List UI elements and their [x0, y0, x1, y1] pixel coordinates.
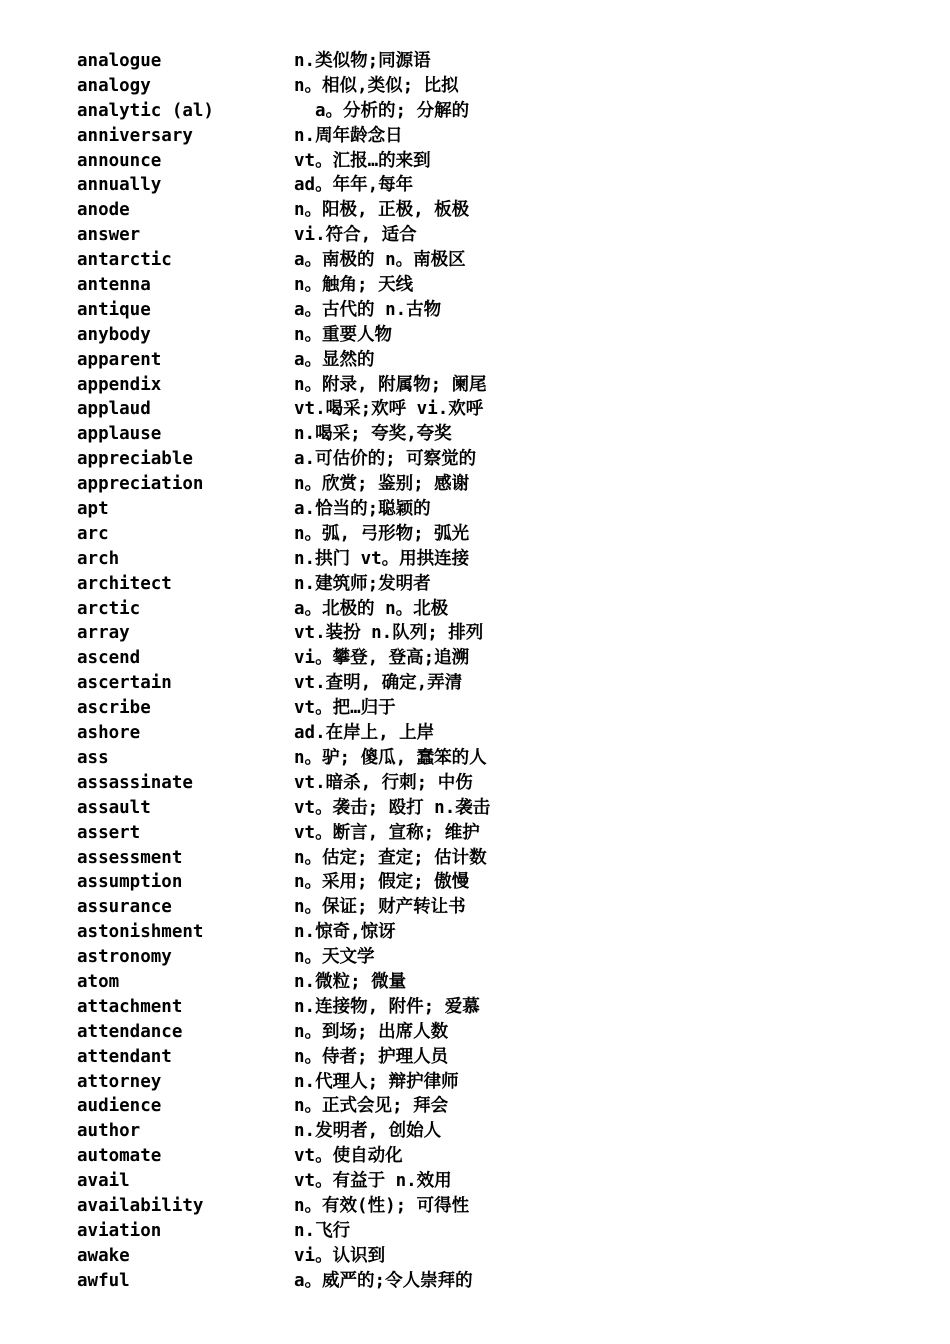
entry-word: appendix [77, 374, 162, 395]
entry-definition: a。南极的 n。南极区 [294, 250, 466, 271]
entry-word: assessment [77, 847, 183, 868]
entry-definition: vt。汇报…的来到 [294, 150, 431, 171]
vocab-entry [77, 671, 837, 696]
vocab-entry [77, 124, 837, 149]
entry-definition: a.可估价的; 可察觉的 [294, 449, 477, 470]
entry-definition: n.喝采; 夸奖,夸奖 [294, 424, 452, 445]
entry-word: automate [77, 1146, 162, 1167]
vocab-entry [77, 746, 837, 771]
entry-definition: a。威严的;令人崇拜的 [294, 1270, 473, 1291]
entry-definition: n.惊奇,惊讶 [294, 922, 396, 943]
vocab-entry [77, 1194, 837, 1219]
entry-definition: vi。攀登, 登高;追溯 [294, 648, 470, 669]
entry-word: apt [77, 499, 109, 520]
vocab-entry [77, 1020, 837, 1045]
vocab-entry [77, 1169, 837, 1194]
entry-word: antenna [77, 275, 151, 296]
entry-word: assumption [77, 872, 183, 893]
entry-word: applaud [77, 399, 151, 420]
entry-definition: n.建筑师;发明者 [294, 573, 431, 594]
vocab-entry [77, 298, 837, 323]
entry-word: antarctic [77, 250, 172, 271]
vocab-entry [77, 373, 837, 398]
vocab-entry [77, 522, 837, 547]
entry-definition: n。欣赏; 鉴别; 感谢 [294, 474, 470, 495]
entry-definition: n。正式会见; 拜会 [294, 1096, 449, 1117]
entry-definition: n。弧, 弓形物; 弧光 [294, 523, 470, 544]
entry-word: attendant [77, 1046, 172, 1067]
vocab-entry [77, 472, 837, 497]
entry-definition: n.周年龄念日 [294, 125, 403, 146]
vocab-entry [77, 223, 837, 248]
entry-definition: a。古代的 n.古物 [294, 299, 442, 320]
entry-word: ascribe [77, 698, 151, 719]
entry-definition: n。侍者; 护理人员 [294, 1046, 449, 1067]
vocab-entry [77, 49, 837, 74]
entry-word: aviation [77, 1220, 162, 1241]
vocab-entry [77, 696, 837, 721]
entry-definition: n。相似,类似; 比拟 [294, 75, 459, 96]
vocab-entry [77, 1094, 837, 1119]
entry-word: ascend [77, 648, 141, 669]
entry-word: avail [77, 1171, 130, 1192]
vocab-entry [77, 547, 837, 572]
entry-word: appreciable [77, 449, 193, 470]
entry-definition: a.恰当的;聪颖的 [294, 499, 431, 520]
vocab-entry [77, 597, 837, 622]
entry-definition: vi.符合, 适合 [294, 225, 417, 246]
vocab-entry [77, 920, 837, 945]
entry-word: astronomy [77, 947, 172, 968]
entry-definition: n。重要人物 [294, 324, 393, 345]
vocab-entry [77, 895, 837, 920]
vocab-entry [77, 1119, 837, 1144]
entry-word: applause [77, 424, 162, 445]
entry-definition: n.代理人; 辩护律师 [294, 1071, 459, 1092]
vocab-entry [77, 1045, 837, 1070]
entry-word: anniversary [77, 125, 193, 146]
entry-definition: vt。把…归于 [294, 698, 396, 719]
vocab-entry [77, 74, 837, 99]
entry-word: attorney [77, 1071, 162, 1092]
entry-word: analogy [77, 75, 151, 96]
entry-definition: n.发明者, 创始人 [294, 1121, 442, 1142]
entry-word: atom [77, 971, 120, 992]
entry-word: apparent [77, 349, 162, 370]
entry-definition: ad。年年,每年 [294, 175, 414, 196]
entry-word: analogue [77, 51, 162, 71]
entry-word: architect [77, 573, 172, 594]
entry-definition: n。有效(性); 可得性 [294, 1195, 470, 1216]
vocab-entry [77, 1070, 837, 1095]
entry-definition: n。天文学 [294, 947, 375, 968]
vocab-entry [77, 1244, 837, 1269]
entry-definition: vt.装扮 n.队列; 排列 [294, 623, 484, 644]
entry-definition: n.飞行 [294, 1220, 351, 1241]
vocab-entry [77, 646, 837, 671]
entry-word: awful [77, 1270, 130, 1291]
vocab-entry [77, 397, 837, 422]
entry-definition: n.拱门 vt。用拱连接 [294, 548, 470, 569]
vocab-entry [77, 995, 837, 1020]
vocab-entry [77, 149, 837, 174]
entry-definition: n。保证; 财产转让书 [294, 897, 466, 918]
vocab-entry [77, 248, 837, 273]
vocab-entry [77, 1144, 837, 1169]
entry-definition: a。北极的 n。北极 [294, 598, 449, 619]
vocab-entry [77, 323, 837, 348]
vocab-entry [77, 721, 837, 746]
vocab-entry [77, 846, 837, 871]
vocab-entry [77, 796, 837, 821]
vocab-entry [77, 198, 837, 223]
entry-word: awake [77, 1245, 130, 1266]
vocab-entry [77, 173, 837, 198]
entry-definition: vi。认识到 [294, 1245, 386, 1266]
entry-definition: n.微粒; 微量 [294, 971, 407, 992]
entry-word: attachment [77, 996, 183, 1017]
entry-word: announce [77, 150, 162, 171]
entry-word: ass [77, 747, 109, 768]
entry-definition: n。驴; 傻瓜, 蠢笨的人 [294, 747, 487, 768]
entry-word: antique [77, 299, 151, 320]
entry-word: author [77, 1121, 141, 1142]
entry-word: availability [77, 1195, 204, 1216]
vocab-entry [77, 572, 837, 597]
entry-word: assurance [77, 897, 172, 918]
entry-definition: vt。袭击; 殴打 n.袭击 [294, 797, 491, 818]
vocab-entry [77, 945, 837, 970]
vocab-entry [77, 447, 837, 472]
entry-definition: n。附录, 附属物; 阑尾 [294, 374, 487, 395]
entry-word: answer [77, 225, 141, 246]
entry-definition: n.类似物;同源语 [294, 51, 431, 71]
vocab-entry [77, 497, 837, 522]
entry-definition: vt。有益于 n.效用 [294, 1171, 452, 1192]
entry-definition: vt.暗杀, 行刺; 中伤 [294, 772, 473, 793]
entry-definition: n。估定; 查定; 估计数 [294, 847, 487, 868]
entry-definition: n。阳极, 正极, 板极 [294, 200, 470, 221]
entry-definition: vt.喝采;欢呼 vi.欢呼 [294, 399, 484, 420]
entry-definition: vt。断言, 宣称; 维护 [294, 822, 480, 843]
entry-word: appreciation [77, 474, 204, 495]
entry-word: array [77, 623, 130, 644]
entry-word: assassinate [77, 772, 193, 793]
entry-word: audience [77, 1096, 162, 1117]
vocab-entry [77, 422, 837, 447]
entry-definition: n。触角; 天线 [294, 275, 414, 296]
vocabulary-list [77, 49, 837, 1294]
entry-definition: n。到场; 出席人数 [294, 1021, 449, 1042]
entry-word: annually [77, 175, 162, 196]
vocab-entry [77, 1219, 837, 1244]
entry-word: assert [77, 822, 141, 843]
vocab-entry [77, 821, 837, 846]
entry-definition: n。采用; 假定; 傲慢 [294, 872, 470, 893]
entry-word: assault [77, 797, 151, 818]
entry-definition: vt。使自动化 [294, 1146, 403, 1167]
vocab-entry [77, 771, 837, 796]
vocab-entry [77, 348, 837, 373]
entry-definition: ad.在岸上, 上岸 [294, 723, 435, 744]
entry-definition: a。分析的; 分解的 [315, 100, 470, 121]
entry-word: ascertain [77, 673, 172, 694]
entry-word: arch [77, 548, 120, 569]
entry-word: arc [77, 523, 109, 544]
vocab-entry [77, 970, 837, 995]
entry-word: astonishment [77, 922, 204, 943]
entry-word: ashore [77, 723, 141, 744]
vocab-entry [77, 621, 837, 646]
entry-word: anode [77, 200, 130, 221]
vocab-entry [77, 99, 837, 124]
vocab-entry [77, 273, 837, 298]
entry-definition: a。显然的 [294, 349, 375, 370]
entry-word: attendance [77, 1021, 183, 1042]
entry-word: analytic (al) [77, 100, 214, 121]
entry-definition: n.连接物, 附件; 爱慕 [294, 996, 480, 1017]
vocab-entry [77, 1269, 837, 1294]
vocab-entry [77, 870, 837, 895]
entry-word: arctic [77, 598, 141, 619]
entry-word: anybody [77, 324, 151, 345]
entry-definition: vt.查明, 确定,弄清 [294, 673, 463, 694]
